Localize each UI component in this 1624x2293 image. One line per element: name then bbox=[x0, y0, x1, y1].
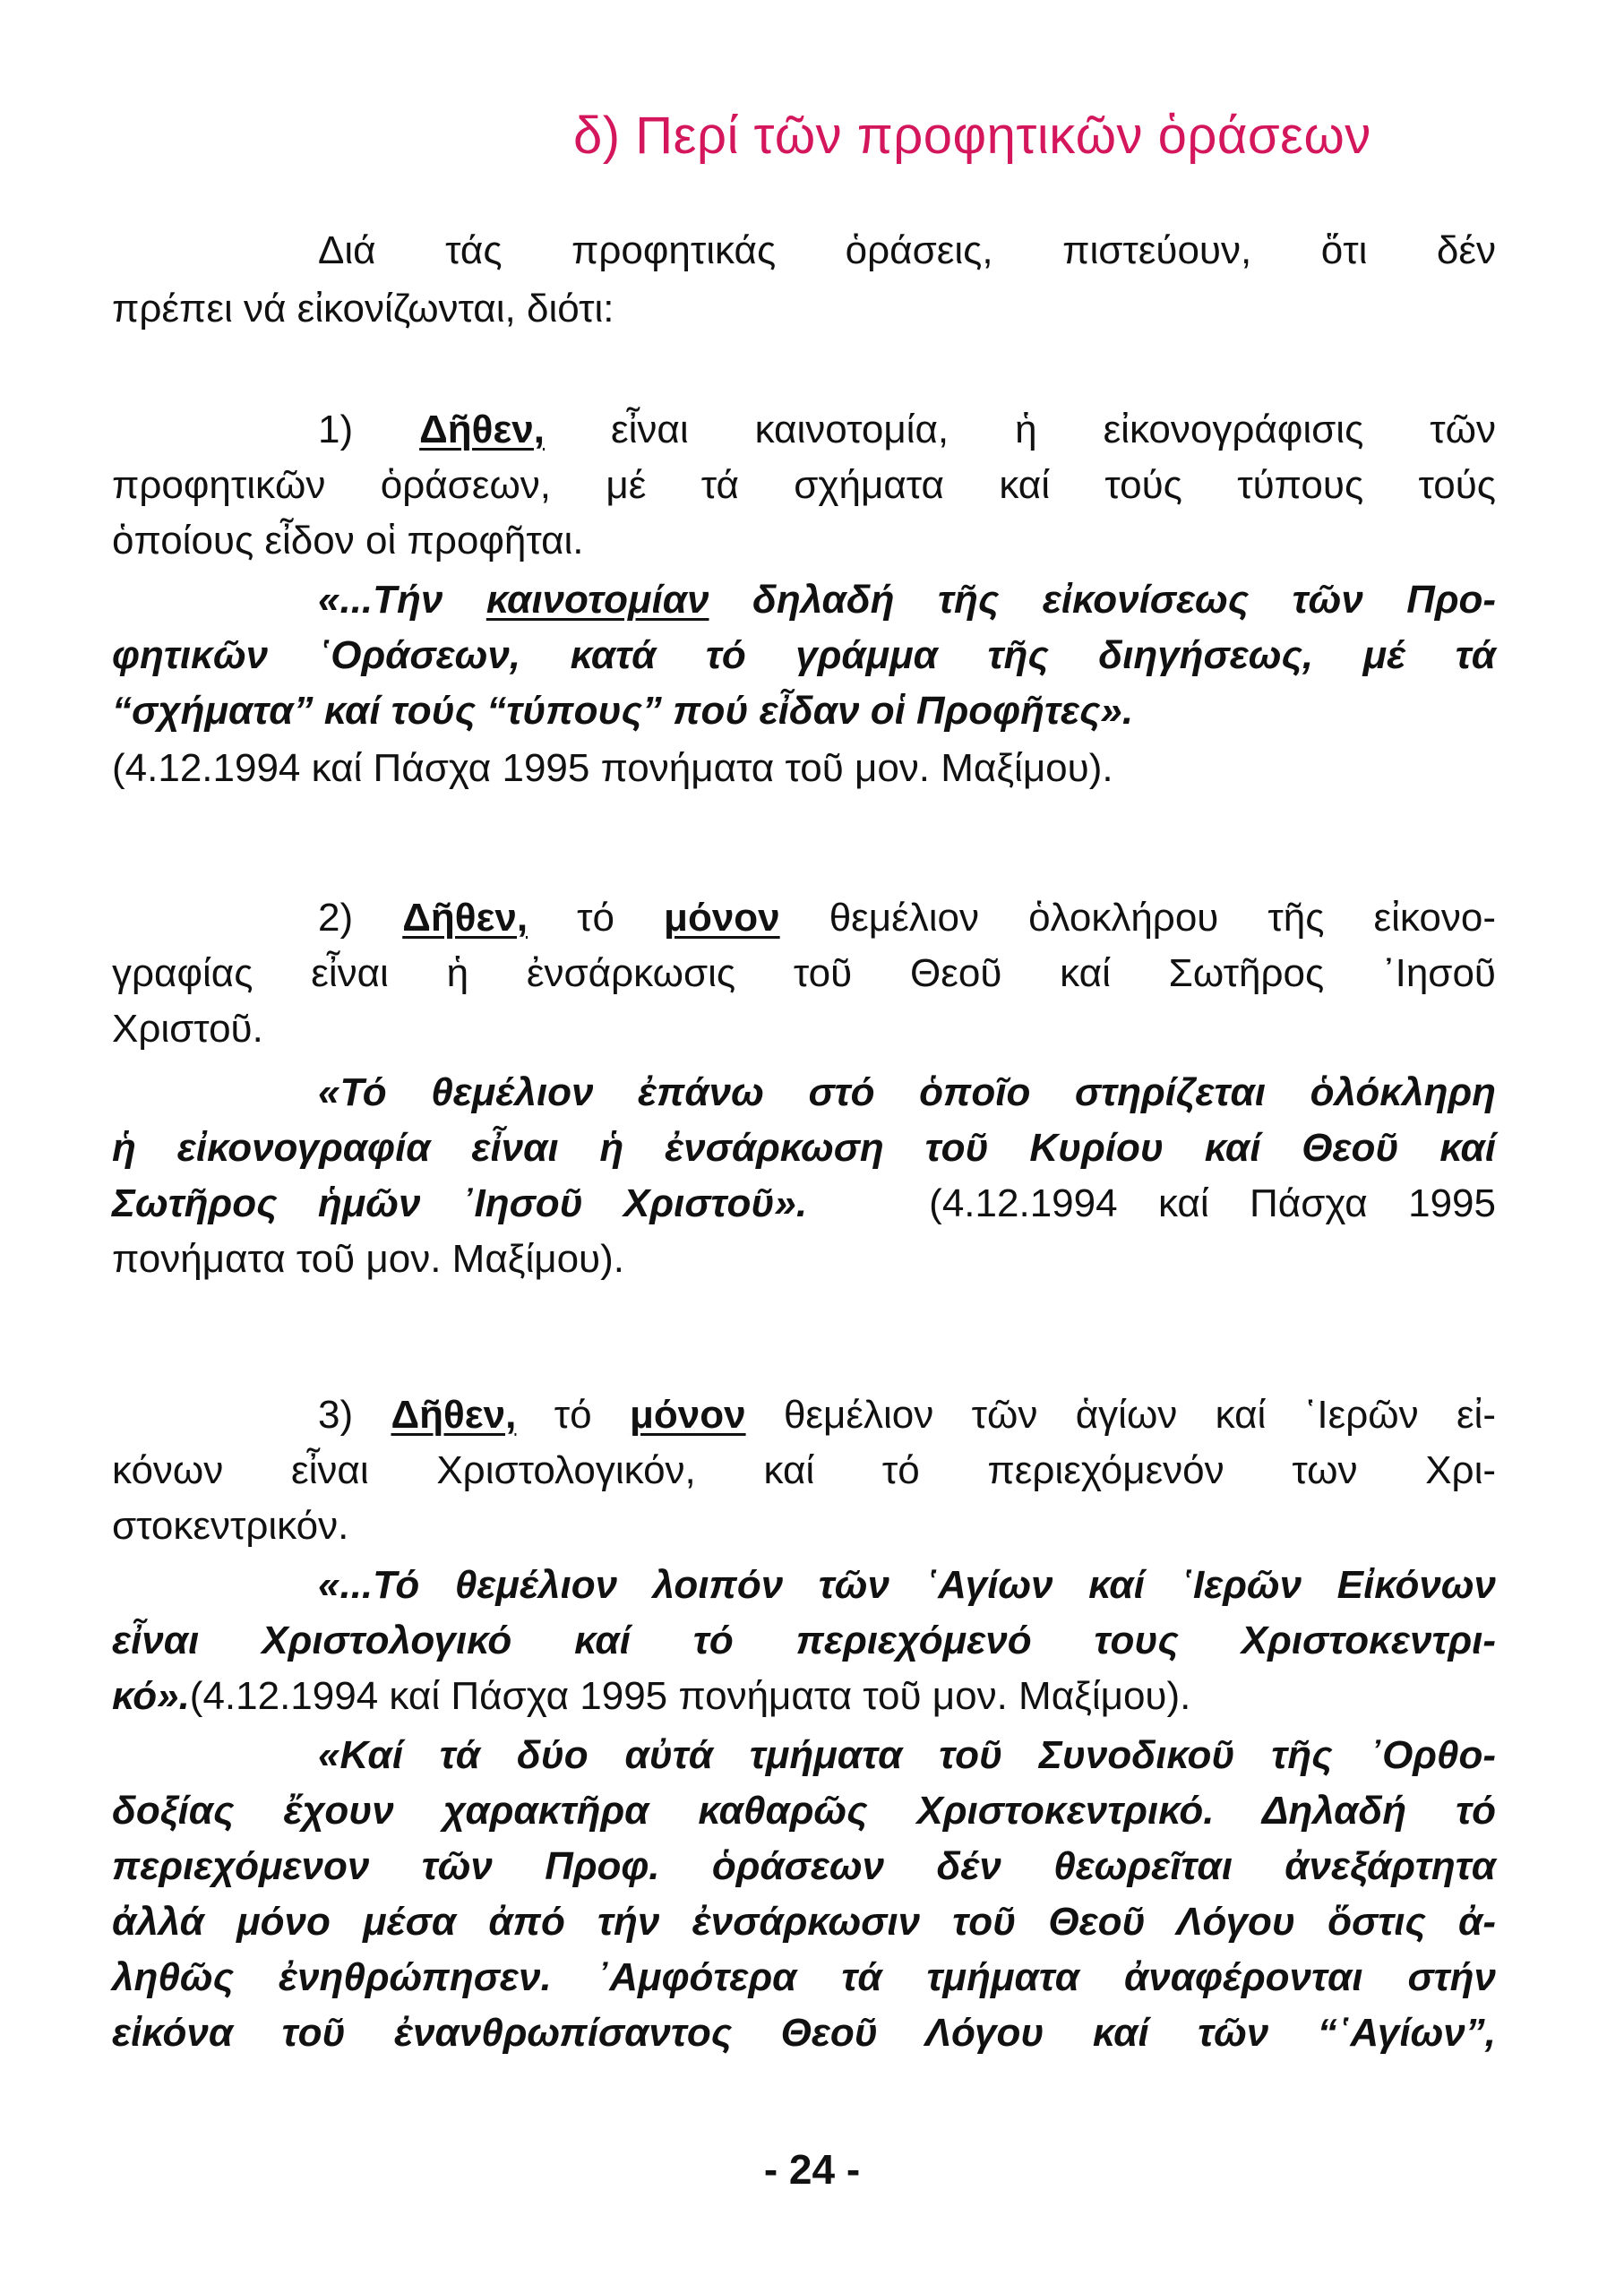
text-line bbox=[112, 1840, 1496, 1894]
text-line bbox=[112, 1499, 1496, 1553]
text-segment: προφητικῶν ὁράσεων, μέ τά σχήματα καί τούς τύπους τούς bbox=[112, 463, 1496, 507]
text-segment: τό bbox=[528, 896, 665, 940]
text-segment: «...Τό θεμέλιον λοιπόν τῶν ῾Αγίων καί ῾Ιερῶν Εἰκόνων bbox=[318, 1563, 1496, 1607]
text-segment: «Τό θεμέλιον ἐπάνω στό ὁποῖο στηρίζεται ὁλόκληρη bbox=[318, 1070, 1496, 1114]
text-segment: μόνον bbox=[664, 896, 780, 940]
text-segment: φητικῶν ῾Οράσεων, κατά τό γράμμα τῆς διηγήσεως, μέ τά bbox=[112, 633, 1496, 677]
text-segment: εἰκόνα τοῦ ἐνανθρωπίσαντος Θεοῦ Λόγου καί τῶν “῾Αγίων”, bbox=[112, 2011, 1496, 2055]
text-segment: “σχήματα” καί τούς “τύπους” πού εἶδαν οἱ Προφῆτες». bbox=[112, 689, 1134, 733]
text-segment: Δῆθεν, bbox=[402, 896, 528, 940]
text-line bbox=[318, 224, 1496, 278]
text-segment: καινοτομίαν bbox=[485, 578, 709, 622]
text-segment: εἶναι καινοτομία, ἡ εἰκονογράφισις τῶν bbox=[545, 408, 1496, 451]
text-segment: Δῆθεν, bbox=[419, 408, 545, 451]
text-segment: κόνων εἶναι Χριστολογικόν, καί τό περιεχόμενόν των Χρι- bbox=[112, 1448, 1496, 1492]
text-line bbox=[318, 891, 1496, 945]
text-line bbox=[112, 459, 1496, 512]
text-line bbox=[318, 403, 1496, 457]
text-segment: κό». bbox=[112, 1674, 190, 1718]
text-segment: 2) bbox=[318, 896, 403, 940]
text-segment: (4.12.1994 καί Πάσχα 1995 bbox=[807, 1181, 1496, 1225]
text-line bbox=[112, 947, 1496, 1001]
text-segment: ἡ εἰκονογραφία εἶναι ἡ ἐνσάρκωση τοῦ Κυρίου καί Θεοῦ καί bbox=[112, 1126, 1496, 1170]
text-segment: «Καί τά δύο αὐτά τμήματα τοῦ Συνοδικοῦ τῆς ᾽Ορθο- bbox=[318, 1733, 1496, 1777]
text-segment: περιεχόμενον τῶν Προφ. ὁράσεων δέν θεωρεῖται ἀνεξάρτητα bbox=[112, 1844, 1496, 1888]
text-segment: Χριστοῦ. bbox=[112, 1007, 263, 1051]
text-segment: στοκεντρικόν. bbox=[112, 1504, 349, 1548]
text-line bbox=[112, 1444, 1496, 1498]
text-segment: δηλαδή τῆς εἰκονίσεως τῶν Προ- bbox=[709, 578, 1496, 622]
text-segment: «...Τήν bbox=[318, 578, 486, 622]
text-segment: πρέπει νά εἰκονίζωνται, διότι: bbox=[112, 287, 614, 331]
text-segment: πονήματα τοῦ μον. Μαξίμου). bbox=[112, 1237, 624, 1281]
text-line bbox=[112, 742, 1496, 795]
text-line bbox=[112, 629, 1496, 683]
text-segment: θεμέλιον τῶν ἁγίων καί ῾Ιερῶν εἰ- bbox=[745, 1393, 1496, 1437]
section-title: δ) Περί τῶν προφητικῶν ὁράσεων bbox=[573, 107, 1371, 165]
text-segment: (4.12.1994 καί Πάσχα 1995 πονήματα τοῦ μον. Μαξίμου). bbox=[112, 746, 1113, 790]
text-line bbox=[112, 1232, 1496, 1286]
text-segment: ληθῶς ἐνηθρώπησεν. ᾽Αμφότερα τά τμήματα ἀναφέρονται στήν bbox=[112, 1955, 1496, 1999]
text-line bbox=[318, 1729, 1496, 1782]
text-segment: Σωτῆρος ἡμῶν ᾽Ιησοῦ Χριστοῦ». bbox=[112, 1181, 808, 1225]
text-line bbox=[112, 1895, 1496, 1949]
text-segment: 3) bbox=[318, 1393, 391, 1437]
text-line bbox=[112, 684, 1496, 738]
text-line bbox=[112, 1951, 1496, 2005]
text-segment: γραφίας εἶναι ἡ ἐνσάρκωσις τοῦ Θεοῦ καί Σωτῆρος ᾽Ιησοῦ bbox=[112, 951, 1496, 995]
text-segment: (4.12.1994 καί Πάσχα 1995 πονήματα τοῦ μον. Μαξίμου). bbox=[189, 1674, 1191, 1718]
text-segment: τό bbox=[516, 1393, 630, 1437]
text-segment: εἶναι Χριστολογικό καί τό περιεχόμενό τους Χριστοκεντρι- bbox=[112, 1619, 1496, 1662]
text-segment: δοξίας ἔχουν χαρακτῆρα καθαρῶς Χριστοκεντρικό. Δηλαδή τό bbox=[112, 1789, 1496, 1833]
text-line bbox=[112, 1121, 1496, 1175]
text-segment: ὁποίους εἶδον οἱ προφῆται. bbox=[112, 519, 584, 563]
text-segment: 1) bbox=[318, 408, 420, 451]
text-line bbox=[112, 1614, 1496, 1668]
text-segment: Δῆθεν, bbox=[391, 1393, 517, 1437]
text-line bbox=[318, 1388, 1496, 1442]
text-segment: Διά τάς προφητικάς ὁράσεις, πιστεύουν, ὅτι δέν bbox=[318, 228, 1496, 272]
text-segment: μόνον bbox=[629, 1393, 746, 1437]
text-segment: θεμέλιον ὁλοκλήρου τῆς εἰκονο- bbox=[779, 896, 1496, 940]
text-line bbox=[112, 1784, 1496, 1838]
text-line bbox=[318, 573, 1496, 627]
text-line bbox=[112, 1177, 1496, 1231]
text-line bbox=[112, 1670, 1496, 1723]
text-line bbox=[112, 514, 1496, 568]
text-segment: ἀλλά μόνο μέσα ἀπό τήν ἐνσάρκωσιν τοῦ Θεοῦ Λόγου ὅστις ἀ- bbox=[112, 1900, 1496, 1944]
text-line bbox=[318, 1559, 1496, 1612]
page-number: - 24 - bbox=[763, 2146, 861, 2193]
text-line bbox=[112, 1002, 1496, 1056]
text-line bbox=[112, 282, 1496, 336]
text-line bbox=[318, 1066, 1496, 1120]
text-line bbox=[112, 2006, 1496, 2060]
